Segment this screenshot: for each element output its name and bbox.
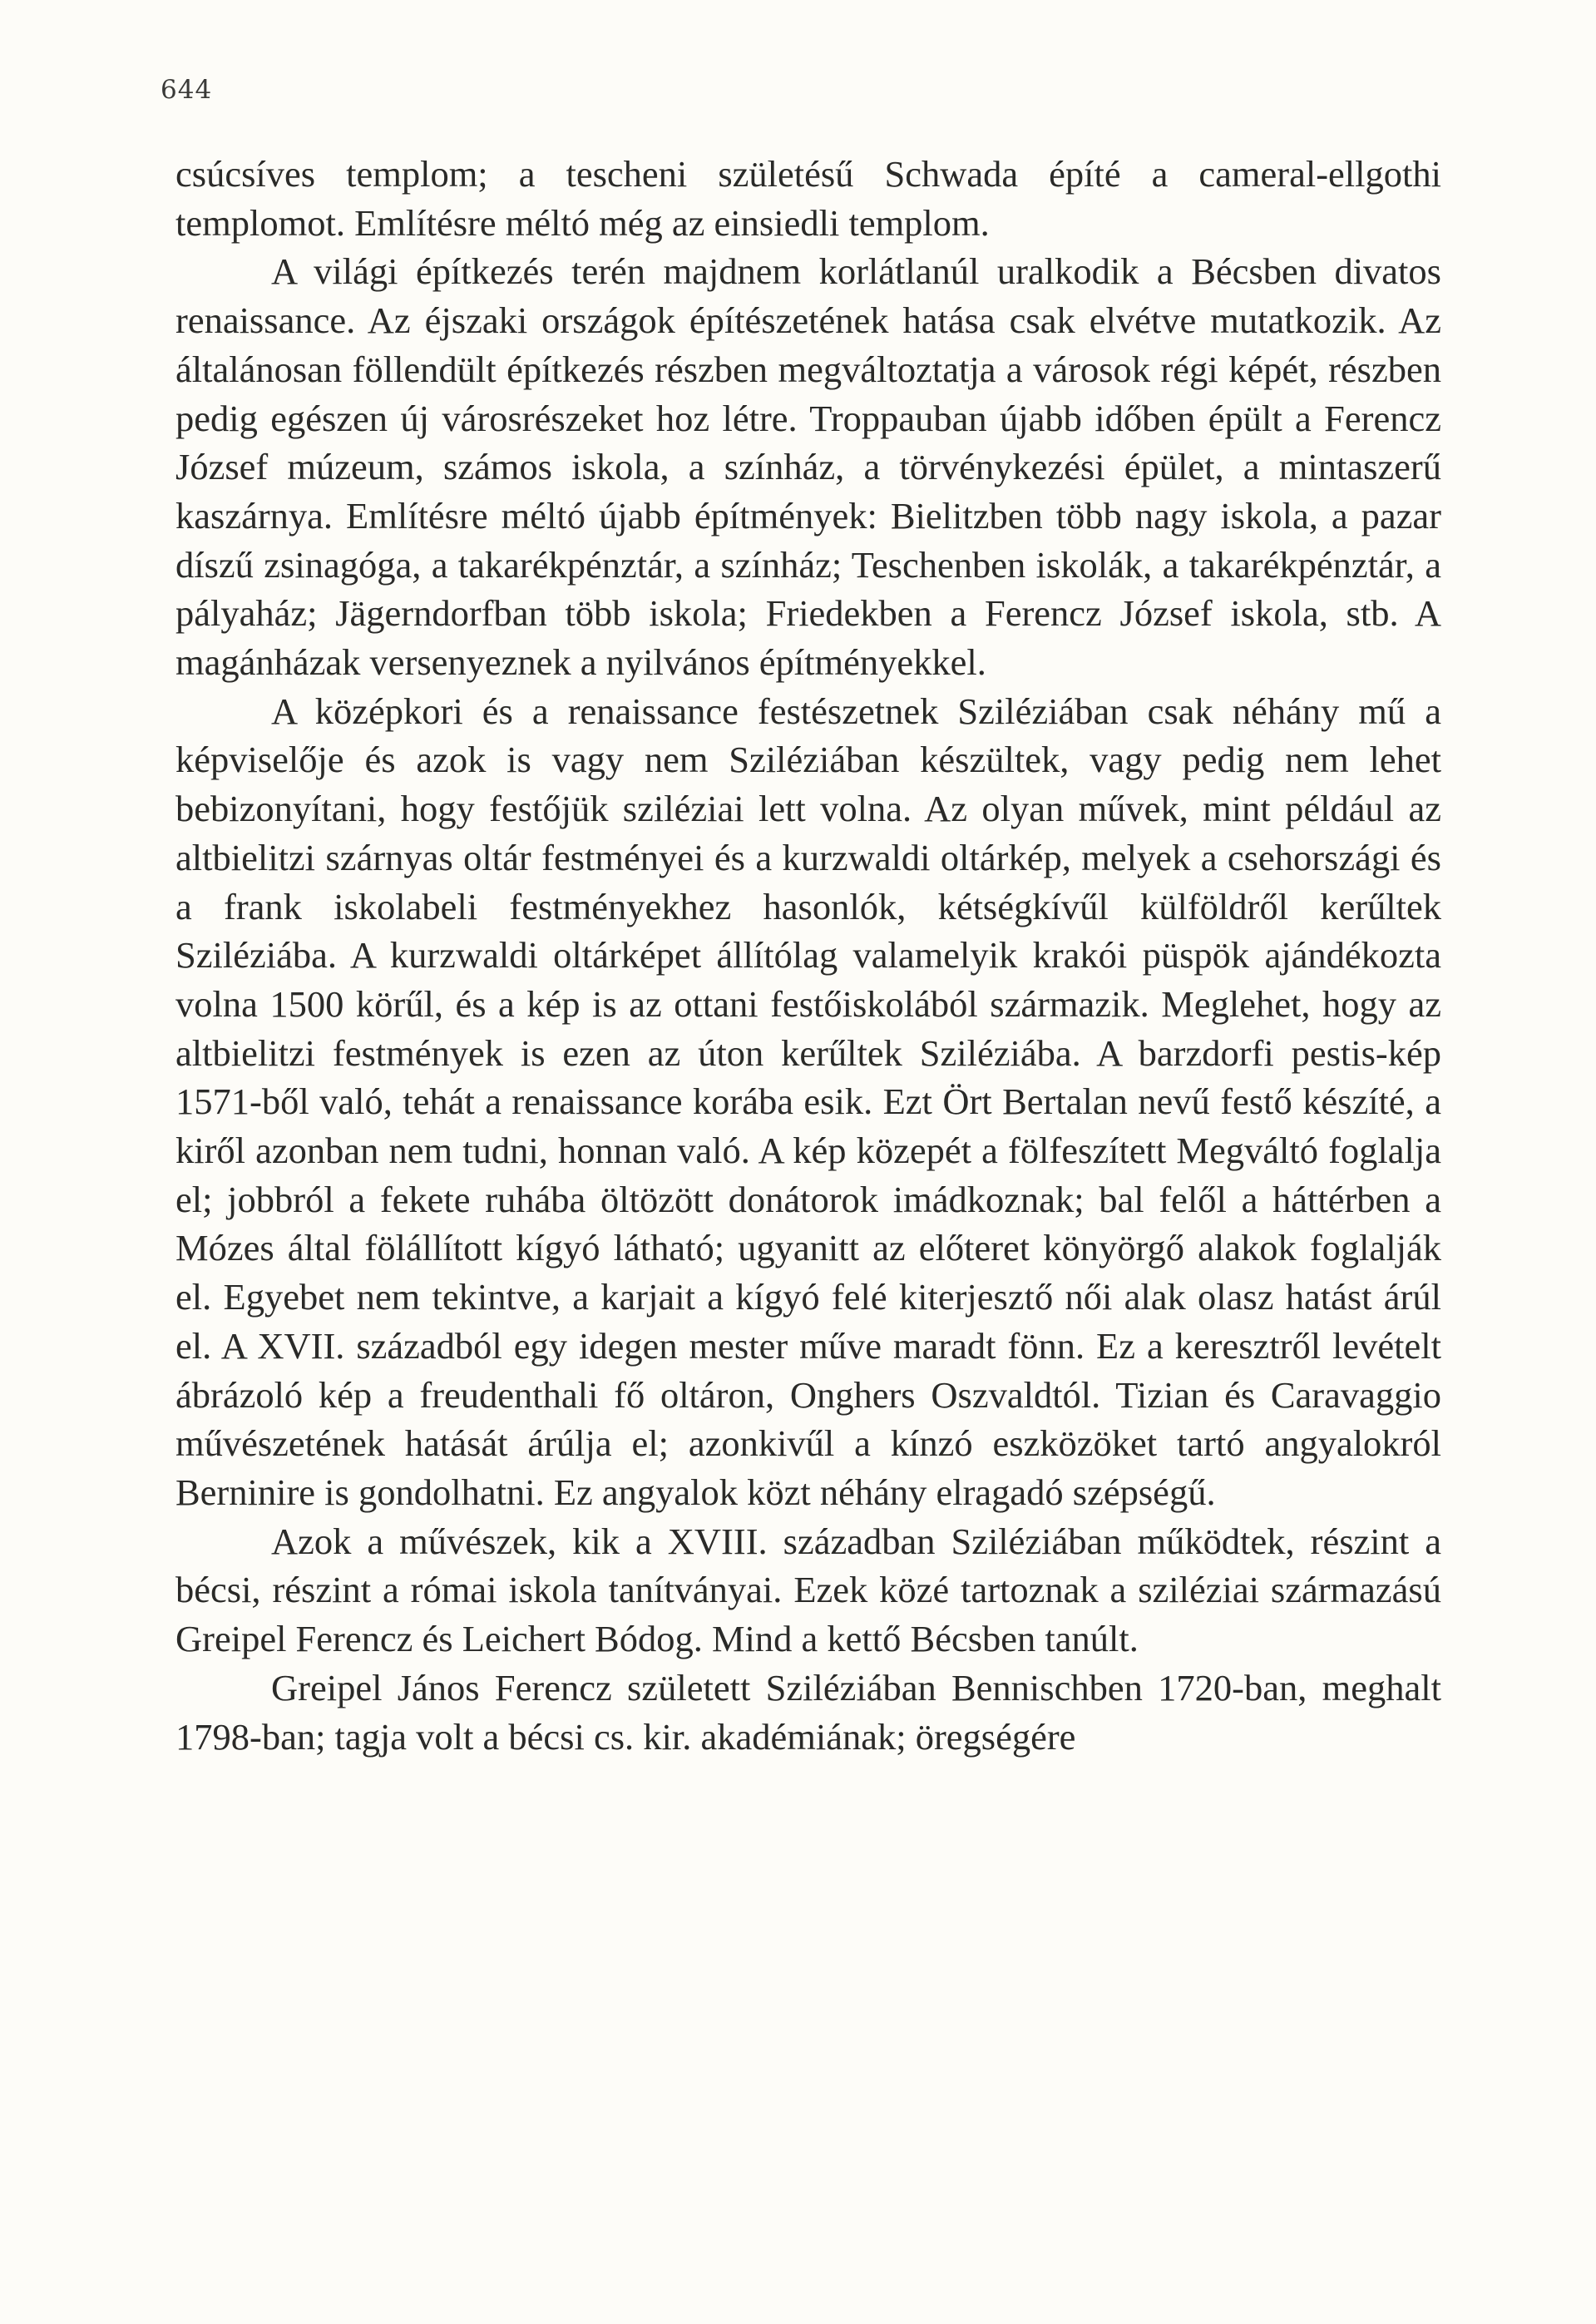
body-text — [175, 150, 1441, 1761]
page-number: 644 — [161, 75, 213, 105]
paragraph-4: Azok a művészek, kik a XVIII. században Sziléziában működtek, részint a bécsi, részint a római iskola tanítványai. Ezek közé tartoznak a sziléziai származású Greipel Ferencz és Leichert Bódog. Mind a kettő Bécsben tanúlt. — [175, 1520, 1441, 1660]
paragraph-1: csúcsíves templom; a tescheni születésű Schwada építé a cameral-ellgothi templomot. Említésre méltó még az einsiedli templom. — [175, 153, 1441, 244]
paragraph-2: A világi építkezés terén majdnem korlátlanúl uralkodik a Bécsben divatos renaissance. Az éjszaki országok építészetének hatása csak elvétve mutatkozik. Az általánosan föllendült építkezés részben megváltoztatja a városok régi képét, részben pedig egészen új városrészeket hoz létre. Troppauban újabb időben épült a Ferencz József múzeum, számos iskola, a színház, a törvénykezési épület, a mintaszerű kaszárnya. Említésre méltó újabb építmények: Bielitzben több nagy iskola, a pazar díszű zsinagóga, a takarékpénztár, a színház; Teschenben iskolák, a takarékpénztár, a pályaház; Jägerndorfban több iskola; Friedekben a Ferencz József iskola, stb. A magánházak versenyeznek a nyilvános építményekkel. — [175, 250, 1441, 684]
paragraph-5: Greipel János Ferencz született Sziléziában Bennischben 1720-ban, meghalt 1798-ban; tagja volt a bécsi cs. kir. akadémiának; öregségére — [175, 1666, 1441, 1758]
paragraph-3: A középkori és a renaissance festészetnek Sziléziában csak néhány mű a képviselője és azok is vagy nem Sziléziában készültek, vagy pedig nem lehet bebizonyítani, hogy festőjük sziléziai lett volna. Az olyan művek, mint például az altbielitzi szárnyas oltár festményei és a kurzwaldi oltárkép, melyek a csehországi és a frank iskolabeli festményekhez hasonlók, kétségkívűl külföldről kerűltek Sziléziába. A kurzwaldi oltárképet állítólag valamelyik krakói püspök ajándékozta volna 1500 körűl, és a kép is az ottani festőiskolából származik. Meglehet, hogy az altbielitzi festmények is ezen az úton kerűltek Sziléziába. A barzdorfi pestis-kép 1571-ből való, tehát a renaissance korába esik. Ezt Ört Bertalan nevű festő készíté, a kiről azonban nem tudni, honnan való. A kép közepét a fölfeszített Megváltó foglalja el; jobbról a fekete ruhába öltözött donátorok imádkoznak; bal felől a háttérben a Mózes által fölállított kígyó látható; ugyanitt az előteret könyörgő alakok foglalják el. Egyebet nem tekintve, a karjait a kígyó felé kiterjesztő női alak olasz hatást árúl el. A XVII. századból egy idegen mester műve maradt fönn. Ez a keresztről levételt ábrázoló kép a freudenthali fő oltáron, Onghers Oszvaldtól. Tizian és Caravaggio művészetének hatását árúlja el; azonkivűl a kínzó eszközöket tartó angyalokról Berninire is gondolhatni. Ez angyalok közt néhány elragadó szépségű. — [175, 690, 1441, 1513]
